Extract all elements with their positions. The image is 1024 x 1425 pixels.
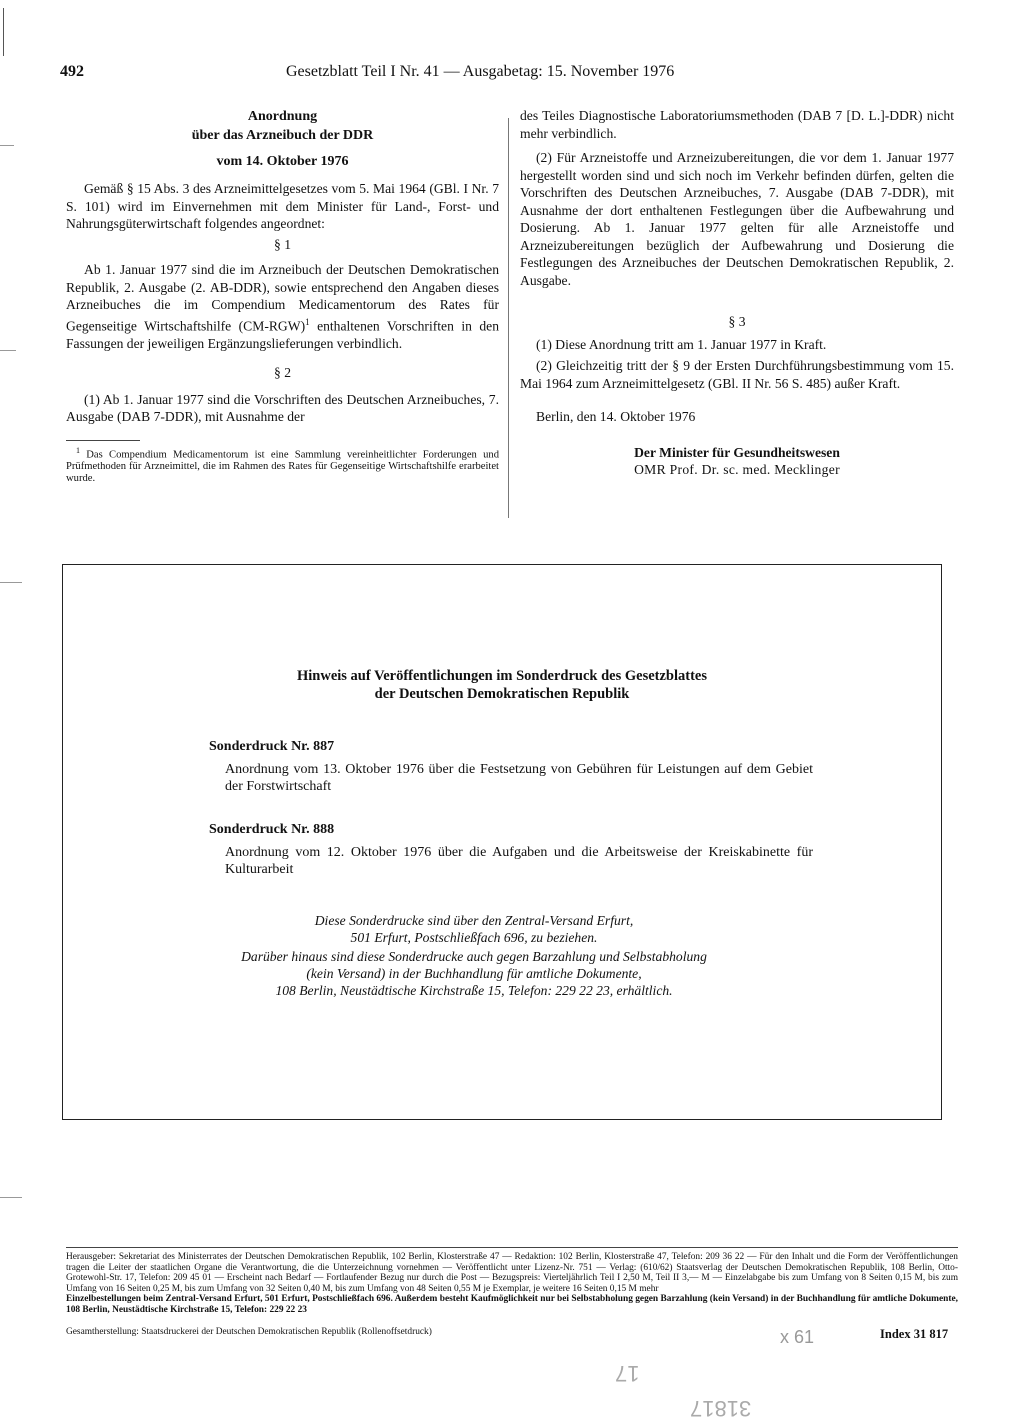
ordinance-title: Anordnung bbox=[247, 109, 318, 124]
page-number: 492 bbox=[60, 63, 84, 80]
section-3-heading: § 3 bbox=[728, 314, 746, 329]
ordering-note-line-2: 501 Erfurt, Postschließfach 696, zu beziehen. bbox=[350, 930, 598, 945]
margin-mark bbox=[0, 1197, 22, 1198]
imprint-rule bbox=[66, 1247, 958, 1248]
imprint bbox=[66, 1252, 958, 1315]
preamble: Gemäß § 15 Abs. 3 des Arzneimittelgesetzes vom 5. Mai 1964 (GBl. I Nr. 7 S. 101) wird im Einvernehmen mit dem Minister für Land-, Forst- und Nahrungsgüterwirtschaft folgendes angeordnet: bbox=[66, 181, 499, 231]
signatory-title: Der Minister für Gesundheitswesen bbox=[634, 444, 840, 460]
archive-stamp-mark: 17 bbox=[615, 1361, 640, 1386]
footnote bbox=[66, 445, 499, 486]
section-2-heading: § 2 bbox=[274, 365, 291, 381]
header-title: Gesetzblatt Teil I Nr. 41 — Ausgabetag: 15. November 1976 bbox=[286, 63, 675, 80]
archive-stamp-mark: 31817 bbox=[690, 1396, 752, 1421]
margin-mark bbox=[0, 582, 22, 583]
section-2-para-1: (1) Ab 1. Januar 1977 sind die Vorschriften des Deutschen Arzneibuches, 7. Ausgabe (DAB 7-DDR), mit Ausnahme der bbox=[66, 391, 499, 425]
column-divider bbox=[508, 118, 509, 518]
section-3-para-1: (1) Diese Anordnung tritt am 1. Januar 1977 in Kraft. bbox=[536, 336, 827, 352]
special-print-888-text: Anordnung vom 12. Oktober 1976 über die Aufgaben und die Arbeitsweise der Kreiskabinette für Kulturarbeit bbox=[225, 845, 813, 877]
section-2-continuation: des Teiles Diagnostische Laboratoriumsmethoden (DAB 7 [D. L.]-DDR) nicht mehr verbindlich. bbox=[520, 108, 954, 141]
imprint-text: Herausgeber: Sekretariat des Ministerrates der Deutschen Demokratischen Republik, 102 Berlin, Klosterstraße 47 — Redaktion: 102 Berlin, Klosterstraße 47, Telefon: 209 36 22 — Für den Inhalt und die Form der Veröffentlichungen tragen die Leiter der staatlichen Organe die Verantwortung, die die Unterzeichnung vornehmen — Veröffentlicht unter Lizenz-Nr. 751 — Verlag: (610/62) Staatsverlag der Deutschen Demokratischen Republik, 108 Berlin, Otto-Grotewohl-Str. 17, Telefon: 209 45 01 — Erscheint nach Bedarf — Fortlaufender Bezug nur durch die Post — Bezugspreis: Vierteljährlich Teil I 2,50 M, Teil II 3,— M — Einzelabgabe bis zum Umfang von 8 Seiten 0,15 M, bis zum Umfang von 16 Seiten 0,25 M, bis zum Umfang von 32 Seiten 0,40 M, bis zum Umfang von 48 Seiten 0,55 M je Exemplar, je weitere 16 Seiten 0,15 M mehr bbox=[66, 1252, 958, 1294]
place-date: Berlin, den 14. Oktober 1976 bbox=[536, 409, 696, 424]
footnote-rule bbox=[66, 440, 140, 441]
printer-line: Gesamtherstellung: Staatsdruckerei der Deutschen Demokratischen Republik (Rollenoffsetdruck) bbox=[66, 1327, 432, 1337]
footnote-text: Das Compendium Medicamentorum ist eine Sammlung vereinheitlichter Forderungen und Prüfmethoden für Arzneimittel, die im Rahmen des Rates für Gegenseitige Wirtschaftshilfe erarbeitet wurde. bbox=[66, 449, 499, 485]
margin-mark bbox=[0, 350, 16, 351]
scan-edge-mark bbox=[3, 8, 4, 56]
index-number: Index 31 817 bbox=[880, 1327, 949, 1341]
notice-title bbox=[63, 667, 941, 703]
notice-title-line-2: der Deutschen Demokratischen Republik bbox=[374, 686, 630, 702]
section-2-para-2: (2) Für Arzneistoffe und Arzneizubereitungen, die vor dem 1. Januar 1977 hergestellt worden sind und sich noch im Verkehr befinden dürfen, gelten die Vorschriften des Deutschen Arzneibuches, 7. Ausgabe (DAB 7-DDR), mit Ausnahme der dort enthaltenen Festlegungen über die Aufbewahrung und Dosierung. Ab 1. Januar 1977 gelten für alle Arzneistoffe und Arzneizubereitungen bezüglich der Aufbewahrung und Dosierung die Festlegungen des Arzneibuches der Deutschen Demokratischen Republik, 2. Ausgabe. bbox=[520, 150, 954, 288]
archive-stamp-mark: x 61 bbox=[780, 1327, 815, 1347]
page-header bbox=[60, 63, 960, 87]
notice-box bbox=[62, 564, 942, 1120]
right-column bbox=[520, 107, 954, 479]
ordering-note-line-1: Diese Sonderdrucke sind über den Zentral-Versand Erfurt, bbox=[314, 913, 634, 928]
left-column bbox=[66, 107, 499, 485]
signatory-name: OMR Prof. Dr. sc. med. Mecklinger bbox=[634, 462, 840, 477]
notice-title-line-1: Hinweis auf Veröffentlichungen im Sonderdruck des Gesetzblattes bbox=[296, 668, 708, 684]
special-print-887-heading: Sonderdruck Nr. 887 bbox=[209, 739, 335, 754]
ordering-note-line-4: (kein Versand) in der Buchhandlung für amtliche Dokumente, bbox=[306, 966, 642, 981]
footnote-mark: 1 bbox=[76, 445, 80, 455]
section-1-body-end: enthaltenen Vorschriften in den Fassungen der jeweiligen Ergänzungslieferungen verbindlich. bbox=[66, 318, 499, 351]
imprint-ordering: Einzelbestellungen beim Zentral-Versand Erfurt, 501 Erfurt, Postschließfach 696. Außerdem besteht Kaufmöglichkeit nur bei Selbstabholung gegen Barzahlung (kein Versand) in der Buchhandlung für amtliche Dokumente, 108 Berlin, Neustädtische Kirchstraße 15, Telefon: 229 22 23 bbox=[66, 1294, 958, 1315]
ordinance-date: vom 14. Oktober 1976 bbox=[216, 154, 349, 169]
section-1-body: Ab 1. Januar 1977 sind die im Arzneibuch der Deutschen Demokratischen Republik, 2. Ausgabe (2. AB-DDR), sowie entsprechend den Angaben dieses Arzneibuches die im Compendium Medicamentorum des Rates für Gegenseitige Wirtschaftshilfe (CM-RGW) bbox=[66, 262, 499, 334]
margin-mark bbox=[0, 145, 14, 146]
footnote-reference: 1 bbox=[305, 316, 310, 327]
ordering-note-line-3: Darüber hinaus sind diese Sonderdrucke auch gegen Barzahlung und Selbstabholung bbox=[241, 949, 707, 964]
section-3-para-2: (2) Gleichzeitig tritt der § 9 der Ersten Durchführungsbestimmung vom 15. Mai 1964 zum Arzneimittelgesetz (GBl. II Nr. 56 S. 485) außer Kraft. bbox=[520, 358, 954, 391]
section-1-heading: § 1 bbox=[274, 236, 291, 252]
ordinance-subtitle: über das Arzneibuch der DDR bbox=[191, 128, 374, 143]
section-1-text bbox=[66, 261, 499, 352]
special-print-888-heading: Sonderdruck Nr. 888 bbox=[209, 822, 335, 837]
special-print-887-text: Anordnung vom 13. Oktober 1976 über die Festsetzung von Gebühren für Leistungen auf dem Gebiet der Forstwirtschaft bbox=[225, 762, 813, 794]
ordering-note-line-5: 108 Berlin, Neustädtische Kirchstraße 15, Telefon: 229 22 23, erhältlich. bbox=[275, 983, 673, 998]
